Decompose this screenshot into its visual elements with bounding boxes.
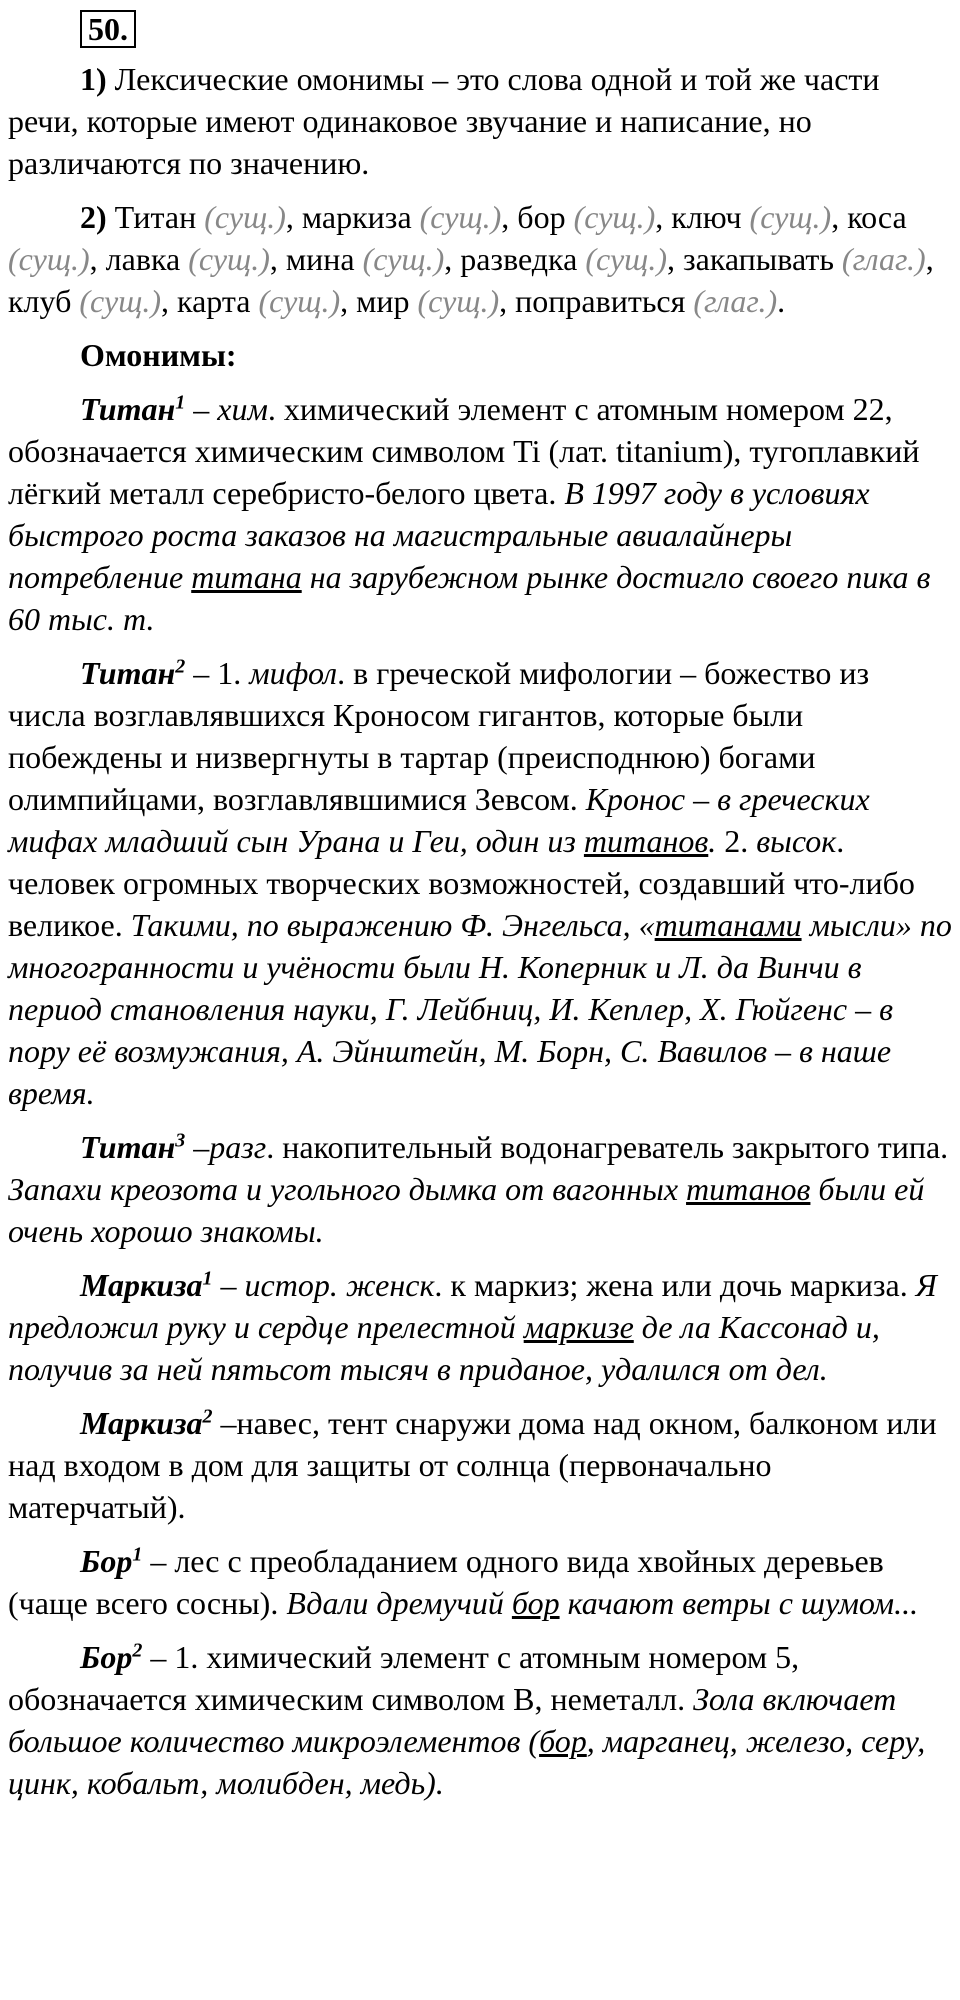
part-of-speech-tag: (сущ.) bbox=[362, 241, 445, 277]
separator: , bbox=[269, 241, 286, 277]
word: бор bbox=[517, 199, 574, 235]
example: В 1997 году в условиях быстрого роста заказов на магистральные авиалайнеры потребление титана на зарубежном рынке достигло своего пика в 60 тыс. т. bbox=[8, 475, 931, 637]
part-of-speech-tag: (сущ.) bbox=[749, 199, 832, 235]
example: Запахи креозота и угольного дымка от вагонных титанов были ей очень хорошо знакомы. bbox=[8, 1171, 925, 1249]
word: мина bbox=[285, 241, 363, 277]
entry-bor-2: Бор$^2$ – 1. химический элемент с атомным номером 5, обозначается химическим символом В, неметалл. Зола включает большое количество микроэлементов (бор, марганец, железо, серу, цинк, кобальт, молибден, медь). bbox=[8, 1639, 926, 1801]
part-of-speech-tag: (сущ.) bbox=[204, 199, 286, 235]
word: лавка bbox=[105, 241, 189, 277]
word: мир bbox=[356, 283, 418, 319]
entry-titan-3: Титан$^3$ –разг. накопительный водонагреватель закрытого типа. Запахи креозота и угольного дымка от вагонных титанов были ей очень хорошо знакомы. bbox=[8, 1129, 949, 1249]
example: Вдали дремучий бор качают ветры с шумом... bbox=[278, 1585, 919, 1621]
separator: , bbox=[666, 241, 683, 277]
separator: , bbox=[89, 241, 106, 277]
separator: , bbox=[340, 283, 357, 319]
part-of-speech-tag: (сущ.) bbox=[573, 199, 656, 235]
word: закапывать bbox=[682, 241, 842, 277]
separator: , bbox=[501, 199, 518, 235]
entry-markiza-1: Маркиза$^1$ – истор. женск. к маркиз; жена или дочь маркиза. Я предложил руку и сердце прелестной маркизе де ла Кассонад и, получив за ней пятьсот тысяч в приданое, удалился от дел. bbox=[8, 1267, 937, 1387]
part-of-speech-tag: (глаг.) bbox=[693, 283, 778, 319]
task-1-paragraph bbox=[8, 58, 952, 184]
separator: , bbox=[499, 283, 516, 319]
example: Я предложил руку и сердце прелестной маркизе де ла Кассонад и, получив за ней пятьсот тысяч в приданое, удалился от дел. bbox=[8, 1267, 937, 1387]
word: клуб bbox=[8, 283, 80, 319]
entry-titan-1: Титан$^1$ – хим. химический элемент с атомным номером 22, обозначается химическим символом Ti (лат. titanium), тугоплавкий лёгкий металл серебристо-белого цвета. В 1997 году в условиях быстрого роста заказов на магистральные авиалайнеры потребление титана на зарубежном рынке достигло своего пика в 60 тыс. т. bbox=[8, 391, 931, 637]
homonyms-heading: Омонимы: bbox=[80, 337, 237, 373]
headword: Маркиза$^1$ bbox=[80, 1267, 213, 1303]
entry-markiza-2: Маркиза$^2$ –навес, тент снаружи дома над окном, балконом или над входом в дом для защиты от солнца (первоначально матерчатый). bbox=[8, 1405, 937, 1525]
part-of-speech-tag: (сущ.) bbox=[8, 241, 90, 277]
headword: Титан$^3$ bbox=[80, 1129, 186, 1165]
task-2-paragraph bbox=[8, 196, 952, 322]
word: коса bbox=[847, 199, 907, 235]
part-of-speech-tag: (сущ.) bbox=[258, 283, 341, 319]
part-of-speech-tag: (сущ.) bbox=[417, 283, 500, 319]
word: разведка bbox=[460, 241, 586, 277]
task-1-label: 1) bbox=[80, 61, 107, 97]
word: поправиться bbox=[515, 283, 694, 319]
part-of-speech-tag: (сущ.) bbox=[188, 241, 270, 277]
entry-titan-2: Титан$^2$ – 1. мифол. в греческой мифологии – божество из числа возглавлявшихся Кроносом гигантов, которые были побеждены и низвергнуты в тартар (преисподнюю) богами олимпийцами, возглавлявшимися Зевсом. Кронос – в греческих мифах младший сын Урана и Геи, один из титанов. 2. высок. человек огромных творческих возможностей, создавший что-либо великое. Такими, по выражению Ф. Энгельса, «титанами мысли» по многогранности и учёности были Н. Коперник и Л. да Винчи в период становления науки, Г. Лейбниц, И. Кеплер, Х. Гюйгенс – в пору её возмужания, А. Эйнштейн, М. Борн, С. Вавилов – в наше время. bbox=[8, 655, 952, 1111]
word: маркиза bbox=[301, 199, 420, 235]
example: Зола включает большое количество микроэлементов (бор, марганец, железо, серу, цинк, кобальт, молибден, медь). bbox=[8, 1681, 926, 1801]
word-list bbox=[8, 199, 934, 319]
word: ключ bbox=[671, 199, 750, 235]
entry-bor-1: Бор$^1$ – лес с преобладанием одного вида хвойных деревьев (чаще всего сосны). Вдали дремучий бор качают ветры с шумом... bbox=[8, 1543, 919, 1621]
part-of-speech-tag: (сущ.) bbox=[79, 283, 162, 319]
task-2-label: 2) bbox=[80, 199, 107, 235]
separator: , bbox=[285, 199, 302, 235]
example: Такими, по выражению Ф. Энгельса, «титанами мысли» по многогранности и учёности были Н. Коперник и Л. да Винчи в период становления науки, Г. Лейбниц, И. Кеплер, Х. Гюйгенс – в пору её возмужания, А. Эйнштейн, М. Борн, С. Вавилов – в наше время. bbox=[8, 907, 952, 1111]
separator: , bbox=[161, 283, 178, 319]
separator: , bbox=[925, 241, 934, 277]
separator: , bbox=[831, 199, 848, 235]
task-1-text: Лексические омонимы – это слова одной и той же части речи, которые имеют одинаковое звучание и написание, но различаются по значению. bbox=[8, 61, 880, 181]
word: карта bbox=[177, 283, 259, 319]
headword: Бор$^1$ bbox=[80, 1543, 143, 1579]
part-of-speech-tag: (сущ.) bbox=[419, 199, 502, 235]
separator: , bbox=[444, 241, 461, 277]
example: Кронос – в греческих мифах младший сын Урана и Геи, один из титанов. bbox=[8, 781, 870, 859]
separator: , bbox=[655, 199, 672, 235]
headword: Титан$^2$ bbox=[80, 655, 186, 691]
headword: Титан$^1$ bbox=[80, 391, 186, 427]
part-of-speech-tag: (глаг.) bbox=[841, 241, 926, 277]
exercise-number: 50. bbox=[80, 10, 136, 48]
word: Титан bbox=[106, 199, 205, 235]
headword: Маркиза$^2$ bbox=[80, 1405, 213, 1441]
headword: Бор$^2$ bbox=[80, 1639, 143, 1675]
part-of-speech-tag: (сущ.) bbox=[585, 241, 667, 277]
separator: . bbox=[777, 283, 786, 319]
